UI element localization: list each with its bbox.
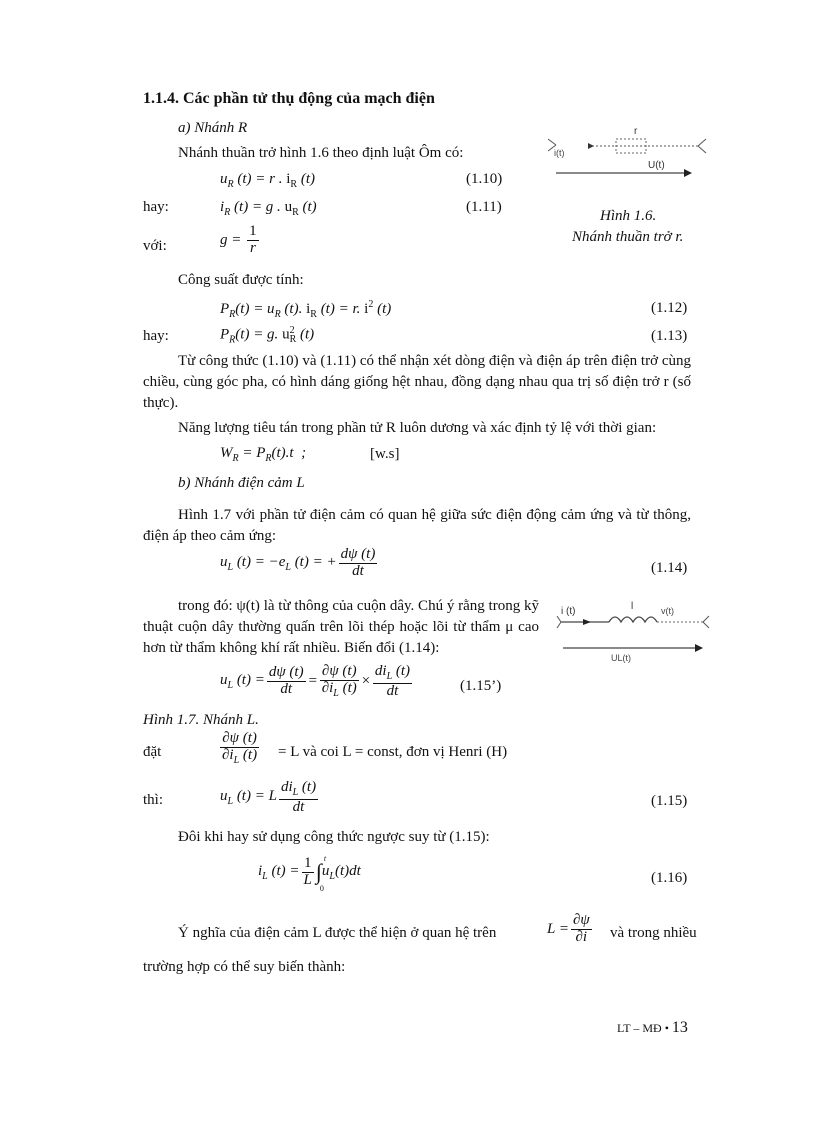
equation-1-11: $i_R$ (t) = g . $u_R$ (t)	[220, 199, 317, 218]
figure-1-6-caption-1: Hình 1.6.	[600, 208, 657, 224]
fig16-label-r: r	[634, 126, 638, 137]
figure-1-7-diagram	[553, 598, 713, 668]
fig17-label-i: i (t)	[561, 606, 576, 617]
fig17-label-L: l	[631, 601, 634, 612]
equation-1-15: $u_L$ (t) = L $\frac{di_L (t)}{dt}$	[220, 779, 317, 815]
g-equals: g =	[220, 231, 242, 248]
equation-1-15-prime: $u_L$ (t) = $\frac{d\psi (t)}{dt}$ = $\frac{\partial\psi (t)}{\partial i_L (t)}$ × $\frac{di_L (t)}{dt}$	[220, 663, 411, 699]
part-b-title: b) Nhánh điện cảm L	[178, 475, 305, 491]
equation-1-13: $P_R(t) = g$. u 2 R (t)	[220, 325, 315, 346]
footer-bullet: •	[664, 1021, 669, 1035]
fig17-label-v: v(t)	[661, 606, 674, 616]
equation-1-12: $P_R(t) = u_R$ (t). $i_R$ (t) = r. $i^2$ (t)	[220, 299, 392, 320]
part-a-intro: Nhánh thuần trở hình 1.6 theo định luật Ôm có:	[178, 145, 464, 161]
equation-number-1-16: (1.16)	[651, 870, 688, 886]
figure-1-7-caption: Hình 1.7. Nhánh L.	[143, 712, 259, 728]
paragraph-observation: Từ công thức (1.10) và (1.11) có thể nhận xét dòng điện và điện áp trên điện trở cùng chiều, cùng góc pha, có hình dáng giống hệt nhau, đồng dạng nhau qua trị số điện trở r (số thực).	[143, 353, 691, 411]
fig17-label-u: UL(t)	[611, 653, 631, 663]
energy-equation: $W_R = P_R(t).t$ ;	[220, 445, 307, 464]
L-definition: $\frac{\partial\psi (t)}{\partial i_L (t)}$	[222, 730, 258, 766]
section-heading: 1.1.4. Các phần tử thụ động của mạch điện	[143, 90, 435, 107]
equation-1-16: $i_L$ (t) = $\frac{1}{L}$ ∫ t 0 $u_L(t)dt$	[258, 854, 361, 894]
equation-1-10: $u_R$ (t) = r . $i_R$ (t)	[220, 171, 315, 190]
paragraph-trong-do: trong đó: ψ(t) là từ thông của cuộn dây. Chú ý rằng trong kỹ thuật cuộn dây thường quấn trên lõi thép hoặc lõi từ thẩm μ cao hơn từ thẩm không khí rất nhiều. Biến đổi (1.14):	[143, 598, 539, 656]
equation-number-1-12: (1.12)	[651, 300, 688, 316]
hay-label-2: hay:	[143, 328, 169, 344]
equation-number-1-10: (1.10)	[466, 171, 503, 187]
thi-label: thì:	[143, 792, 164, 808]
g-denominator: r	[249, 239, 256, 256]
equation-number-1-11: (1.11)	[466, 199, 502, 215]
figure-1-6-caption-2: Nhánh thuần trở r.	[572, 229, 684, 245]
meaning-text-a: Ý nghĩa của điện cảm L được thể hiện ở quan hệ trên	[178, 925, 497, 941]
voi-label: với:	[143, 238, 167, 254]
fig16-label-i: i(t)	[554, 148, 565, 158]
page-number: 13	[671, 1019, 688, 1036]
energy-intro: Năng lượng tiêu tán trong phần tử R luôn dương và xác định tỷ lệ với thời gian:	[178, 420, 657, 436]
equation-number-1-13: (1.13)	[651, 328, 688, 344]
dat-label: đặt	[143, 744, 162, 760]
part-b-intro: Hình 1.7 với phần tử điện cảm có quan hệ giữa sức điện động cảm ứng và từ thông, điện áp theo cảm ứng:	[143, 507, 691, 544]
equation-number-1-15: (1.15)	[651, 793, 688, 809]
figure-1-6-diagram	[548, 125, 718, 183]
part-a-title: a) Nhánh R	[178, 120, 248, 136]
equation-1-14: $u_L$ $(t) = -e_L$ (t) = + $\frac{d\psi (t)}{dt}$	[220, 546, 376, 579]
g-numerator: 1	[249, 223, 257, 239]
equation-number-1-14: (1.14)	[651, 560, 688, 576]
footer-course: LT – MĐ	[617, 1021, 662, 1035]
power-intro: Công suất được tính:	[178, 272, 304, 288]
g-definition	[220, 224, 261, 257]
footer-label	[617, 1019, 688, 1037]
equation-number-1-15-prime: (1.15’)	[460, 678, 502, 694]
fig16-label-u: U(t)	[648, 160, 665, 171]
L-partial-relation: L = $\frac{\partial\psi}{\partial i}$	[547, 912, 590, 945]
L-definition-tail: = L và coi L = const, đơn vị Henri (H)	[278, 744, 508, 760]
meaning-text-b: và trong nhiều	[610, 925, 697, 941]
inverse-intro: Đôi khi hay sử dụng công thức ngược suy từ (1.15):	[178, 829, 490, 845]
meaning-text-c: trường hợp có thể suy biến thành:	[143, 959, 346, 975]
hay-label-1: hay:	[143, 199, 169, 215]
energy-unit: [w.s]	[370, 446, 400, 462]
